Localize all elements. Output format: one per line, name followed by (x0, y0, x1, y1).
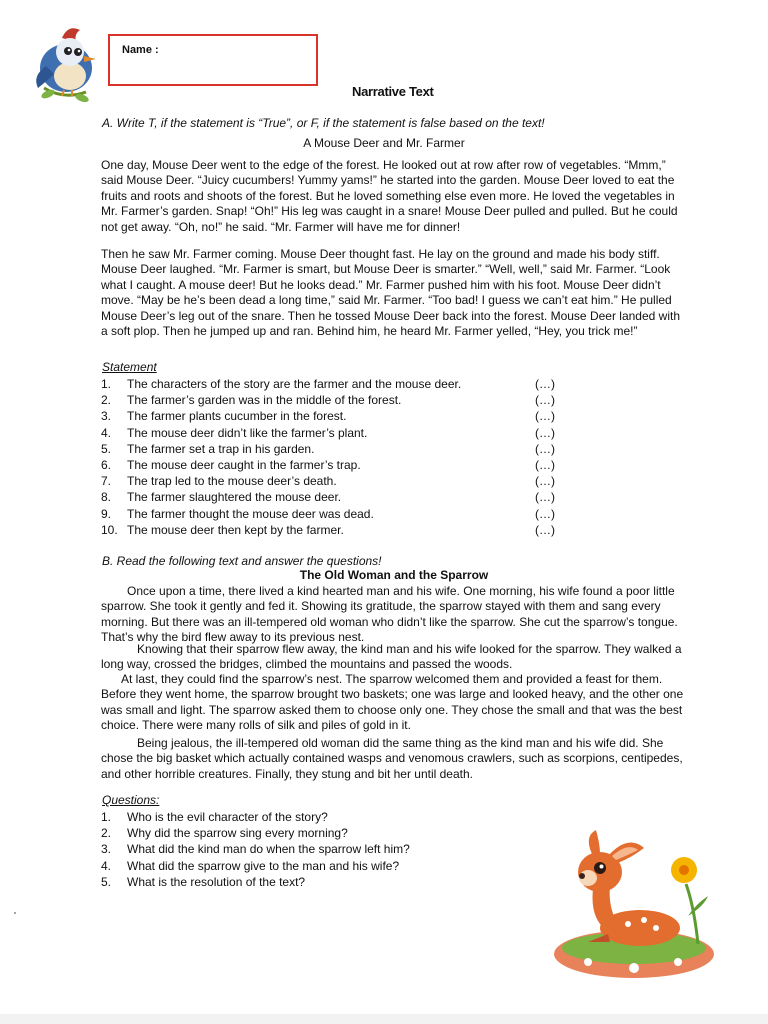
section-b-instruction: B. Read the following text and answer the questions! (102, 554, 382, 568)
page-bottom-edge (0, 1014, 768, 1024)
question-number: 4. (101, 858, 112, 873)
answer-blank[interactable]: (…) (535, 393, 555, 408)
question-number: 1. (101, 810, 112, 824)
statement-item (101, 392, 571, 408)
answer-blank[interactable]: (…) (535, 409, 555, 424)
statement-item (101, 473, 571, 489)
statement-list (101, 376, 571, 538)
statement-text: The farmer’s garden was in the middle of the forest. (127, 393, 402, 408)
statement-number: 10. (101, 522, 118, 537)
question-item (101, 825, 521, 841)
statement-number: 3. (101, 409, 112, 424)
answer-blank[interactable]: (…) (535, 474, 555, 489)
worksheet-title: Narrative Text (352, 84, 434, 99)
statement-number: 7. (101, 474, 112, 489)
answer-blank[interactable]: (…) (535, 522, 555, 537)
section-a-instruction: A. Write T, if the statement is “True”, or F, if the statement is false based on the text! (102, 116, 545, 130)
statement-heading: Statement (102, 360, 157, 374)
question-text: What did the kind man do when the sparrow left him? (127, 842, 410, 857)
question-number: 3. (101, 842, 112, 857)
statement-text: The farmer thought the mouse deer was dead. (127, 506, 374, 521)
answer-blank[interactable]: (…) (535, 425, 555, 440)
question-item (101, 874, 521, 890)
statement-item (101, 425, 571, 441)
statement-item (101, 489, 571, 505)
answer-blank[interactable]: (…) (535, 506, 555, 521)
question-number: 5. (101, 874, 112, 889)
statement-text: The farmer plants cucumber in the forest. (127, 409, 347, 424)
statement-text: The mouse deer didn’t like the farmer’s plant. (127, 425, 368, 440)
statement-text: The farmer slaughtered the mouse deer. (127, 490, 342, 505)
statement-item (101, 506, 571, 522)
statement-number: 1. (101, 377, 112, 391)
statement-item (101, 457, 571, 473)
statement-number: 6. (101, 457, 112, 472)
statement-text: The characters of the story are the farmer and the mouse deer. (127, 377, 462, 391)
story-1-paragraph-1: One day, Mouse Deer went to the edge of the forest. He looked out at row after row of vegetables. “Mmm,” said Mouse Deer. “Juicy cucumbers! Yummy yams!” he started into the garden. Mouse Deer loved to eat the fruits and roots and shoots of the forest. But he loved something else even more. He loved the vegetables in Mr. Farmer’s garden. Snap! “Oh!” His leg was caught in a snare! Mouse Deer pulled and pulled. But he could not get away. “Oh, no!” he said. “Mr. Farmer will have me for dinner! (101, 158, 678, 234)
answer-blank[interactable]: (…) (535, 377, 555, 391)
story-1-title: A Mouse Deer and Mr. Farmer (303, 136, 465, 150)
statement-item (101, 376, 571, 392)
question-list (101, 809, 521, 890)
scan-speck (14, 912, 16, 914)
statement-item (101, 408, 571, 424)
question-text: What is the resolution of the text? (127, 874, 306, 889)
statement-number: 8. (101, 490, 112, 505)
story-2-paragraph-2: Knowing that their sparrow flew away, the kind man and his wife looked for the sparrow. They walked a long way, crossed the bridges, climbed the mountains and passed the woods. (101, 642, 682, 672)
story-2-paragraph-4: Being jealous, the ill-tempered old woman did the same thing as the kind man and his wife did. She chose the big basket which actually contained wasps and venomous crawlers, such as scorpions, centipedes, and other horrible creatures. Finally, they stung and bit her until death. (101, 736, 683, 781)
statement-text: The farmer set a trap in his garden. (127, 441, 315, 456)
answer-blank[interactable]: (…) (535, 490, 555, 505)
answer-blank[interactable]: (…) (535, 441, 555, 456)
statement-number: 4. (101, 425, 112, 440)
story-2-paragraph-3: At last, they could find the sparrow’s nest. The sparrow welcomed them and provided a feast for them. Before they went home, the sparrow brought two baskets; one was large and looked heavy, and the other one was small and light. The sparrow asked them to choose only one. They chose the small and that was the best choice. There were many rolls of silk and piles of gold in it. (101, 672, 684, 733)
mouse-deer-illustration-icon (548, 826, 723, 986)
question-item (101, 858, 521, 874)
statement-number: 2. (101, 393, 112, 408)
statement-item (101, 522, 571, 538)
story-1-paragraph-2: Then he saw Mr. Farmer coming. Mouse Deer thought fast. He lay on the ground and made his body stiff. Mouse Deer laughed. “Mr. Farmer is smart, but Mouse Deer is smarter.” “Well, well,” said Mr. Farmer. “Look what I caught. A mouse deer! But he looks dead.” Mr. Farmer pushed him with his foot. Mouse Deer didn’t move. “May be he’s been dead a long time,” said Mr. Farmer. “Too bad! I guess we can’t eat him.” He pulled Mouse Deer’s leg out of the snare. Then he tossed Mouse Deer back into the forest. Mouse Deer landed with a soft plop. Then he jumped up and ran. Behind him, he heard Mr. Farmer yelled, “Hey, you trick me!” (101, 247, 680, 339)
story-2-paragraph-1: Once upon a time, there lived a kind hearted man and his wife. One morning, his wife found a poor little sparrow. She took it gently and fed it. Showing its gratitude, the sparrow stayed with them and sang every morning. But there was an ill-tempered old woman who didn’t like the sparrow. She cut the sparrow’s tongue. That’s why the bird flew away to its previous nest. (101, 584, 678, 645)
statement-text: The trap led to the mouse deer’s death. (127, 474, 337, 489)
questions-heading: Questions: (102, 793, 160, 807)
name-label: Name : (122, 44, 159, 56)
statement-number: 5. (101, 441, 112, 456)
statement-number: 9. (101, 506, 112, 521)
question-text: Why did the sparrow sing every morning? (127, 826, 348, 841)
question-number: 2. (101, 826, 112, 841)
story-2-title: The Old Woman and the Sparrow (299, 568, 489, 582)
bird-illustration-icon (24, 18, 106, 104)
question-item (101, 809, 521, 825)
name-field-box[interactable] (108, 34, 318, 86)
statement-item (101, 441, 571, 457)
statement-text: The mouse deer then kept by the farmer. (127, 522, 344, 537)
answer-blank[interactable]: (…) (535, 457, 555, 472)
question-item (101, 841, 521, 857)
question-text: Who is the evil character of the story? (127, 810, 328, 824)
statement-text: The mouse deer caught in the farmer’s trap. (127, 457, 361, 472)
question-text: What did the sparrow give to the man and his wife? (127, 858, 400, 873)
